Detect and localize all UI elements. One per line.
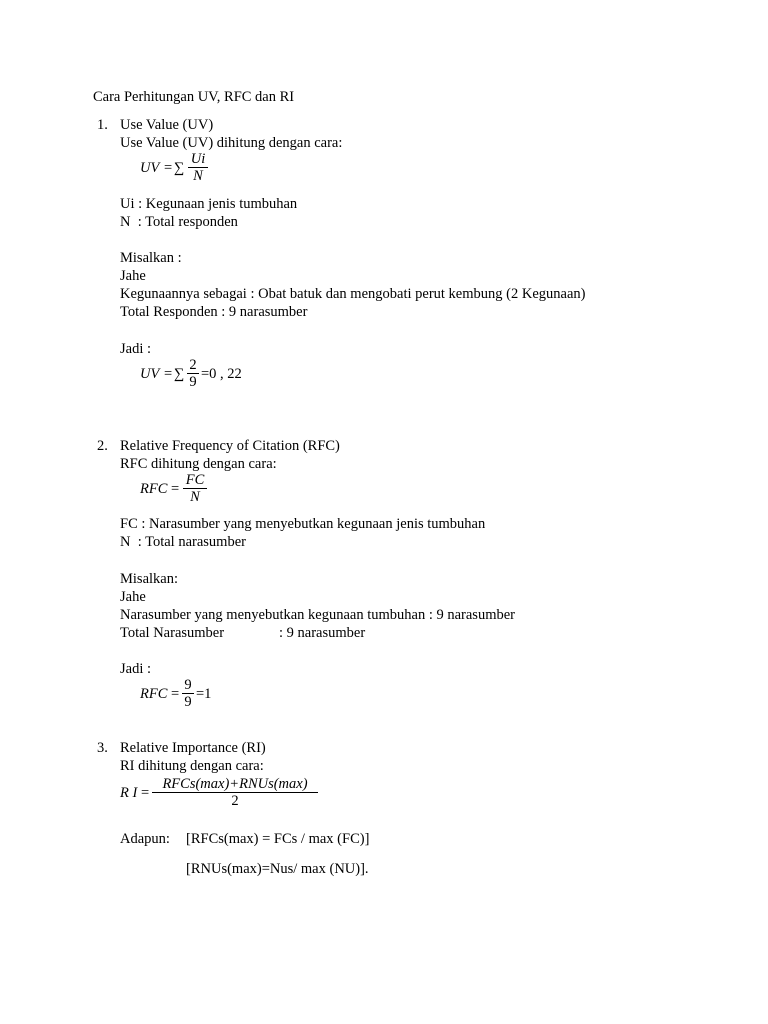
uv-example-label: Misalkan :: [120, 250, 182, 266]
rfc-formula-denominator: N: [190, 489, 200, 505]
section-3-heading: Relative Importance (RI): [120, 740, 266, 756]
uv-formula-fraction: [188, 151, 208, 184]
uv-formula-lhs: UV: [140, 160, 160, 176]
ri-adapun-label: Adapun:: [120, 831, 170, 847]
section-1-number: 1.: [97, 117, 108, 133]
ri-adapun-line-2: [RNUs(max)=Nus/ max (NU)].: [186, 861, 369, 877]
ri-formula-lhs: R I: [120, 785, 138, 801]
rfc-total-label: Total Narasumber: [120, 625, 225, 641]
rfc-total-value: : 9 narasumber: [279, 625, 366, 641]
uv-formula-eq: =: [164, 160, 173, 176]
section-1-heading: Use Value (UV): [120, 117, 214, 133]
rfc-result-numerator: 9: [184, 677, 192, 693]
uv-formula-sigma: ∑: [174, 160, 185, 176]
uv-result-lhs: UV: [140, 366, 160, 382]
rfc-formula-eq: =: [171, 481, 180, 497]
uv-example-line-2: Kegunaannya sebagai : Obat batuk dan mengobati perut kembung (2 Kegunaan): [120, 286, 586, 302]
rfc-result-fraction: [182, 677, 194, 710]
rfc-example-line-1: Jahe: [120, 589, 146, 605]
uv-result-label: Jadi :: [120, 341, 152, 357]
uv-def-n: N : Total responden: [120, 214, 238, 230]
rfc-def-fc: FC : Narasumber yang menyebutkan kegunaan jenis tumbuhan: [120, 516, 486, 532]
rfc-result-eq: =: [171, 686, 180, 702]
section-2-number: 2.: [97, 438, 108, 454]
ri-adapun-line-1: [RFCs(max) = FCs / max (FC)]: [186, 831, 370, 847]
uv-result-numerator: 2: [189, 357, 197, 373]
rfc-example-line-2: Narasumber yang menyebutkan kegunaan tumbuhan : 9 narasumber: [120, 607, 515, 623]
rfc-formula-fraction: [183, 472, 207, 505]
rfc-formula-numerator: FC: [185, 472, 205, 488]
section-2-intro: RFC dihitung dengan cara:: [120, 456, 277, 472]
ri-formula-fraction: [152, 776, 318, 809]
uv-result-eq: =: [164, 366, 173, 382]
section-3-number: 3.: [97, 740, 108, 756]
section-1-intro: Use Value (UV) dihitung dengan cara:: [120, 135, 343, 151]
rfc-result-label: Jadi :: [120, 661, 152, 677]
uv-result-fraction: [187, 357, 199, 390]
rfc-example-label: Misalkan:: [120, 571, 178, 587]
rfc-formula-lhs: RFC: [140, 481, 168, 497]
ri-formula-denominator: 2: [231, 793, 239, 809]
uv-example-line-1: Jahe: [120, 268, 146, 284]
section-3-intro: RI dihitung dengan cara:: [120, 758, 264, 774]
uv-formula-numerator: Ui: [190, 151, 206, 167]
ri-formula-numerator: RFCs(max)+RNUs(max): [162, 776, 308, 792]
uv-result-value: =0 , 22: [201, 366, 242, 382]
ri-formula-eq: =: [141, 785, 150, 801]
rfc-def-n: N : Total narasumber: [120, 534, 246, 550]
uv-formula-denominator: N: [193, 168, 203, 184]
section-2-heading: Relative Frequency of Citation (RFC): [120, 438, 340, 454]
uv-def-ui: Ui : Kegunaan jenis tumbuhan: [120, 196, 298, 212]
uv-example-line-3: Total Responden : 9 narasumber: [120, 304, 308, 320]
uv-result-denominator: 9: [189, 374, 197, 390]
page-title: Cara Perhitungan UV, RFC dan RI: [93, 89, 295, 105]
rfc-result-lhs: RFC: [140, 686, 168, 702]
rfc-result-denominator: 9: [184, 694, 192, 710]
rfc-result-value: =1: [196, 686, 212, 702]
uv-result-sigma: ∑: [174, 366, 185, 382]
